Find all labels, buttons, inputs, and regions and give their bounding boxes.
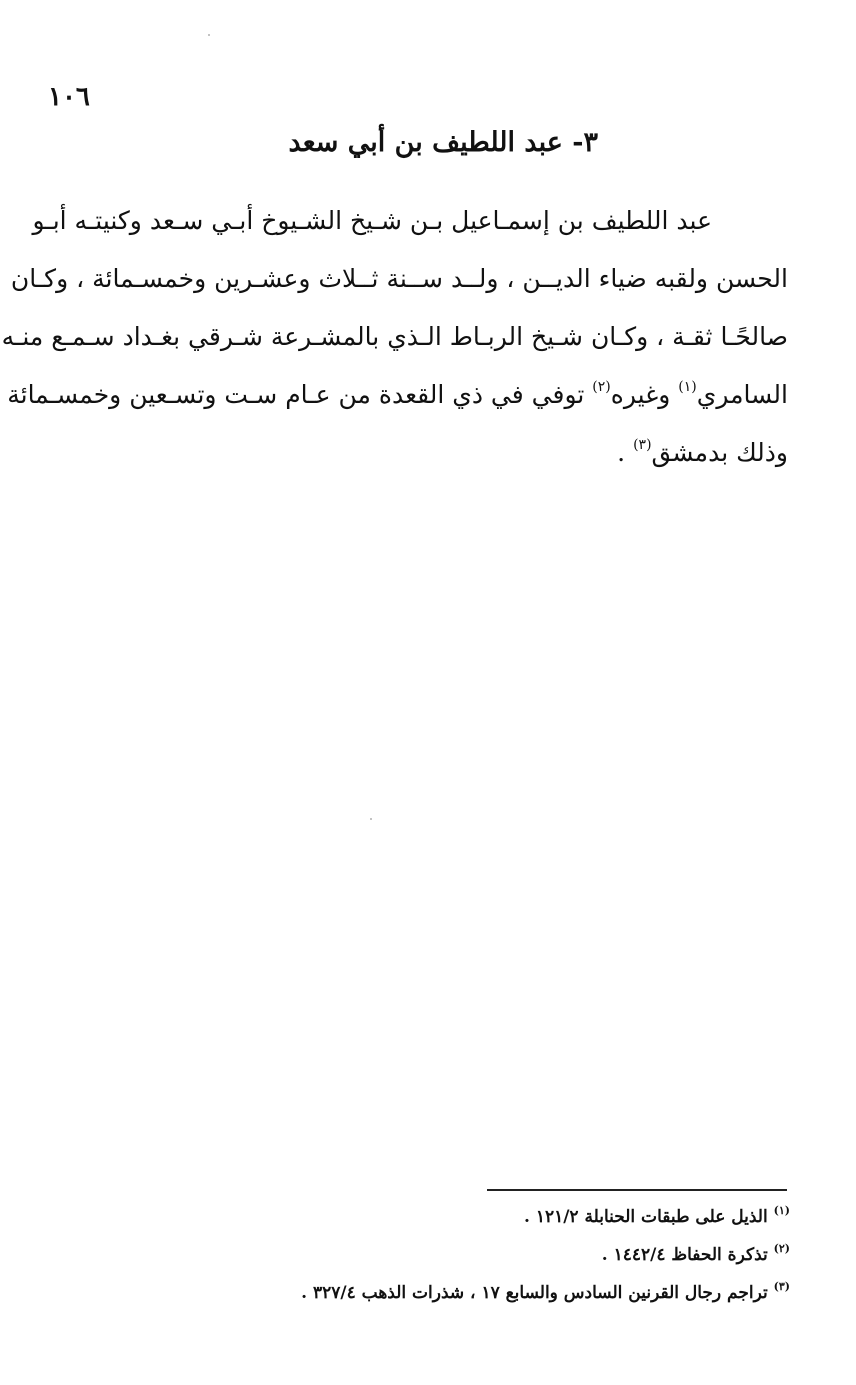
- body-line: [42, 424, 788, 482]
- body-line: [1, 308, 788, 366]
- body-line-text: وغيره: [610, 380, 679, 409]
- footnote-number: (١): [773, 1204, 790, 1217]
- body-text: [1, 192, 788, 482]
- footnote-ref[interactable]: (٢): [592, 379, 611, 395]
- body-line-text: السامري: [696, 380, 788, 409]
- body-line-text: الحسن ولقبه ضياء الديــن ، ولــد ســنة ثــلاث وعشـرين وخمسـمائة ، وكـان: [10, 264, 788, 293]
- body-line-text: توفي في ذي القعدة من عـام سـت وتسـعين وخمسـمائة: [7, 380, 593, 409]
- footnote: [150, 1236, 790, 1274]
- body-line-text: .: [617, 438, 634, 467]
- footnote-text: تراجم رجال القرنين السادس والسابع ١٧ ، شذرات الذهب ٣٢٧/٤ .: [301, 1283, 774, 1303]
- footnote-ref[interactable]: (٣): [633, 437, 652, 453]
- footnote-ref[interactable]: (١): [678, 379, 697, 395]
- footnotes: [150, 1198, 790, 1312]
- body-line: [10, 250, 788, 308]
- footnote-text: الذيل على طبقات الحنابلة ١٢١/٢ .: [523, 1207, 774, 1227]
- body-line-text: وذلك بدمشق: [651, 438, 788, 467]
- entry-heading: ٣- عبد اللطيف بن أبي سعد: [288, 127, 598, 158]
- footnote: [150, 1274, 790, 1312]
- scan-speck: [208, 34, 210, 36]
- page-number: ١٠٦: [48, 82, 90, 112]
- footnote-number: (٢): [773, 1242, 790, 1255]
- body-line-text: صالحًـا ثقـة ، وكـان شـيخ الربـاط الـذي بالمشـرعة شـرقي بغـداد سـمـع منـه: [1, 322, 788, 351]
- scan-speck: [370, 818, 372, 820]
- footnote-divider: [487, 1189, 787, 1191]
- footnote-text: تذكرة الحفاظ ١٤٤٢/٤ .: [601, 1245, 774, 1265]
- footnote: [150, 1198, 790, 1236]
- body-line: [32, 192, 788, 250]
- body-line-text: عبد اللطيف بن إسمـاعيل بـن شـيخ الشـيوخ أبـي سـعد وكنيتـه أبـو: [32, 206, 712, 235]
- body-line: [7, 366, 788, 424]
- footnote-number: (٣): [773, 1280, 790, 1293]
